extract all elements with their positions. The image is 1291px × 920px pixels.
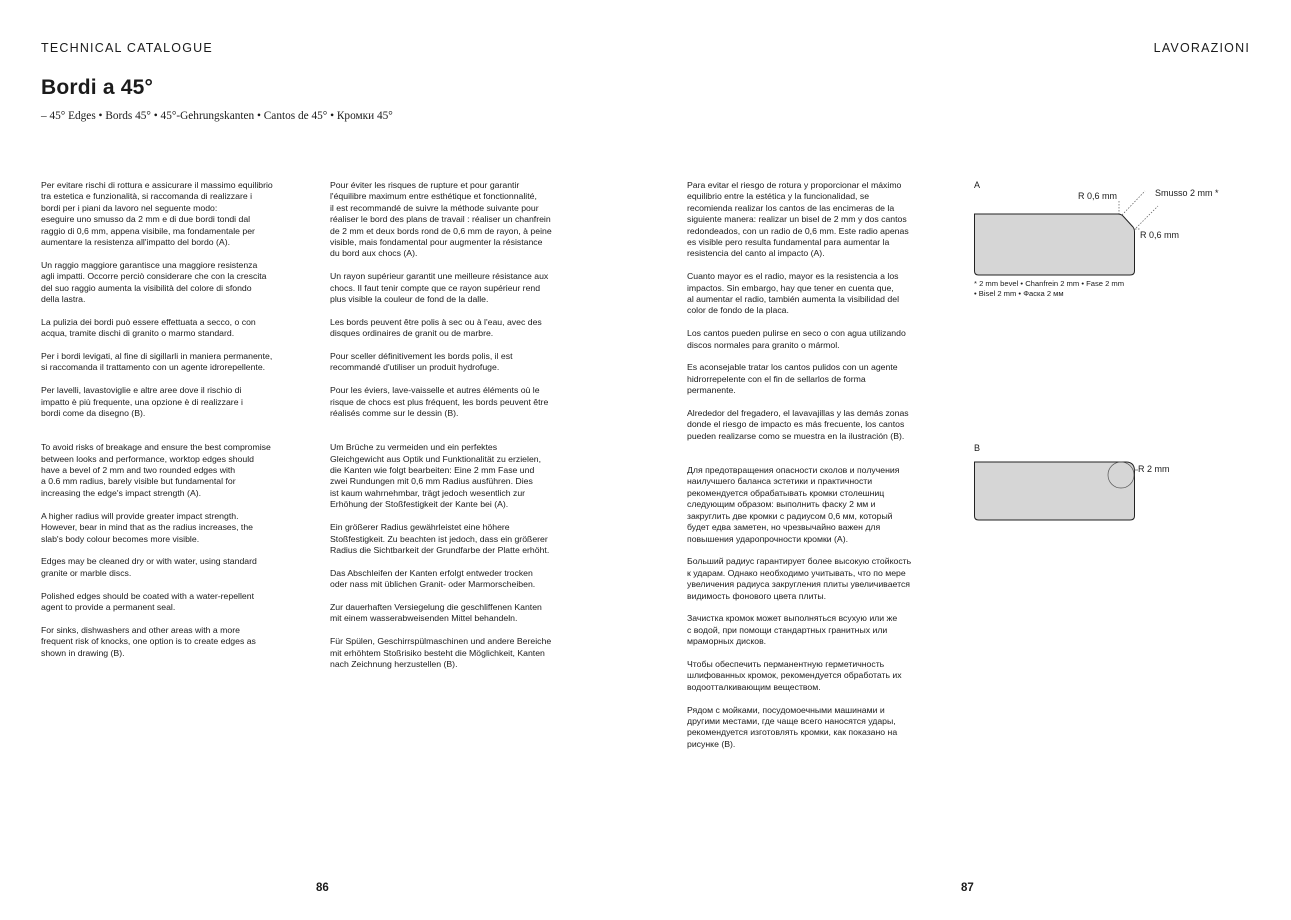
paragraph: Per evitare rischi di rottura e assicurare il massimo equilibrio tra estetica e funzionalità, si raccomanda di realizzare i bordi per i piani da lavoro nel seguente modo: eseguire uno smusso da 2 mm e di due bordi tondi dal raggio di 0,6 mm, appena visibile, ma fondamentale per aumentare la resistenza all'impatto del bordo (A). (41, 180, 273, 248)
radius-label: R 2 mm (1138, 464, 1170, 474)
paragraph: Cuanto mayor es el radio, mayor es la resistencia a los impactos. Sin embargo, hay que tener en cuenta que, al aumentar el radio, también aumenta la visibilidad del color de fondo de la placa. (687, 271, 899, 316)
paragraph: Un rayon supérieur garantit une meilleure résistance aux chocs. Il faut tenir compte que ce rayon supérieur rend plus visible la couleur de fond de la dalle. (330, 271, 549, 305)
paragraph: Per i bordi levigati, al fine di sigillarli in maniera permanente, si raccomanda il trattamento con un agente idrorepellente. (41, 351, 273, 373)
bevel-label: Smusso 2 mm * (1155, 188, 1219, 198)
diagram-a-label: A (974, 180, 981, 190)
diagram-b-label: B (974, 443, 981, 453)
paragraph: Für Spülen, Geschirrspülmaschinen und andere Bereiche mit erhöhtem Stoßrisiko besteht die Möglichkeit, Kanten nach Zeichnung herzustellen (B). (330, 636, 552, 669)
radius-top-label: R 0,6 mm (1078, 191, 1118, 201)
paragraph: Чтобы обеспечить перманентную герметичность шлифованных кромок, рекомендуется обработать их водоотталкивающим веществом. (687, 658, 902, 692)
paragraph: Edges may be cleaned dry or with water, using standard granite or marble discs. (41, 556, 257, 578)
paragraph: Pour les éviers, lave-vaisselle et autres éléments où le risque de chocs est plus fréquent, les bords peuvent être réalisés comme sur le dessin (B). (330, 385, 549, 419)
paragraph: La pulizia dei bordi può essere effettuata a secco, o con acqua, tramite dischi di granito o marmo standard. (41, 316, 256, 339)
header-left: TECHNICAL CATALOGUE (41, 41, 213, 55)
leader-line-bevel (1122, 191, 1145, 215)
column-spanish-russian (687, 180, 932, 762)
paragraph: Polished edges should be coated with a water-repellent agent to provide a permanent seal. (41, 590, 254, 612)
page-subtitle: – 45° Edges • Bords 45° • 45°-Gehrungskanten • Cantos de 45° • Кромки 45° (41, 110, 393, 122)
paragraph: Per lavelli, lavastoviglie e altre aree dove il rischio di impatto è più frequente, una opzione è di realizzare i bordi come da disegno (B). (41, 385, 243, 419)
paragraph: Рядом с мойками, посудомоечными машинами и другими местами, где чаще всего наносятся удары, рекомендуется изготовлять кромки, как показано на рисунке (В). (687, 704, 898, 749)
paragraph: Para evitar el riesgo de rotura y proporcionar el máximo equilibrio entre la estética y la funcionalidad, se recomienda realizar los cantos de las encimeras de la siguiente manera: realizar un bisel de 2 mm y dos cantos redondeados, con un radio de 0,6 mm. Este radio apenas es visible pero resulta fundamental para aumentar la resistencia del canto al impacto (A). (687, 180, 909, 259)
radius-side-label: R 0,6 mm (1140, 230, 1180, 240)
paragraph: Больший радиус гарантирует более высокую стойкость к ударам. Однако необходимо учитывать, что по мере увеличения радиуса закругления плиты увеличивается видимость фонового цвета плиты. (687, 556, 912, 601)
paragraph: Los cantos pueden pulirse en seco o con agua utilizando discos normales para granito o mármol. (687, 328, 906, 350)
paragraph: Pour éviter les risques de rupture et pour garantir l'équilibre maximum entre esthétique et fonctionnalité, il est recommandé de suivre la méthode suivante pour réaliser le bord des plans de travail : réaliser un chanfrein de 2 mm et deux bords rond de 0,6 mm de rayon, à peine visible, mais fondamental pour augmenter la résistance du bord aux chocs (A). (330, 180, 552, 259)
header-right: LAVORAZIONI (1153, 41, 1250, 55)
paragraph: Ein größerer Radius gewährleistet eine höhere Stoßfestigkeit. Zu beachten ist jedoch, dass ein größerer Radius die Sichtbarkeit der Grundfarbe der Platte erhöht. (330, 522, 550, 555)
paragraph: To avoid risks of breakage and ensure the best compromise between looks and performance, worktop edges should have a bevel of 2 mm and two rounded edges with a 0.6 mm radius, barely visible but fundamental for increasing the edge's impact strength (A). (41, 442, 271, 498)
edge-diagram-a (968, 176, 1258, 306)
paragraph: Es aconsejable tratar los cantos pulidos con un agente hidrorrepelente con el fin de sellarlos de forma permanente. (687, 362, 898, 396)
paragraph: A higher radius will provide greater impact strength. However, bear in mind that as the radius increases, the slab's body colour becomes more visible. (41, 510, 253, 544)
slab-profile-b (975, 462, 1135, 520)
paragraph: Pour sceller définitivement les bords polis, il est recommandé d'utiliser un produit hydrofuge. (330, 351, 513, 373)
page-title: Bordi a 45° (41, 76, 154, 99)
edge-diagram-b-drawing (968, 440, 1258, 530)
edge-diagram-b (968, 440, 1258, 530)
paragraph: Zur dauerhaften Versiegelung die geschliffenen Kanten mit einem wasserabweisenden Mittel behandeln. (330, 601, 542, 624)
page-number-right: 87 (961, 882, 974, 894)
page-number-left: 86 (316, 882, 329, 894)
column-french-german (330, 180, 575, 682)
paragraph: Das Abschleifen der Kanten erfolgt entweder trocken oder nass mit üblichen Granit- oder Marmorscheiben. (330, 567, 536, 590)
bevel-footnote: * 2 mm bevel • Chanfrein 2 mm • Fase 2 mm • Bisel 2 mm • Фаска 2 мм (974, 279, 1125, 298)
column-italian-english (41, 180, 286, 670)
paragraph: Um Brüche zu vermeiden und ein perfektes Gleichgewicht aus Optik und Funktionalität zu erzielen, die Kanten wie folgt bearbeiten: Eine 2 mm Fase und zwei Rundungen mit 0,6 mm Radius ausführen. Dies ist kaum wahrnehmbar, trägt jedoch wesentlich zur Erhöhung der Stoßfestigkeit der Kante bei (A). (330, 442, 542, 510)
slab-profile-a (975, 214, 1135, 275)
paragraph: Зачистка кромок может выполняться всухую или же с водой, при помощи стандартных гранитных или мраморных дисков. (687, 613, 898, 647)
paragraph: Для предотвращения опасности сколов и получения наилучшего баланса эстетики и практичности рекомендуется обрабатывать кромки столешниц следующим образом: выполнить фаску 2 мм и закруглить две кромки с радиусом 0,6 мм, который будет едва заметен, но чрезвычайно важен для повышения ударопрочности кромки (А). (687, 465, 900, 544)
leader-line-bevel-end (1134, 206, 1158, 230)
paragraph: Un raggio maggiore garantisce una maggiore resistenza agli impatti. Occorre perciò considerare che con la crescita del suo raggio aumenta la visibilità del colore di sfondo della lastra. (41, 259, 267, 305)
paragraph: For sinks, dishwashers and other areas with a more frequent risk of knocks, one option is to create edges as shown in drawing (B). (41, 624, 256, 658)
paragraph: Alrededor del fregadero, el lavavajillas y las demás zonas donde el riesgo de impacto es más frecuente, los cantos pueden realizarse como se muestra en la ilustración (B). (687, 408, 909, 441)
paragraph: Les bords peuvent être polis à sec ou à l'eau, avec des disques ordinaires de granit ou de marbre. (330, 316, 542, 339)
